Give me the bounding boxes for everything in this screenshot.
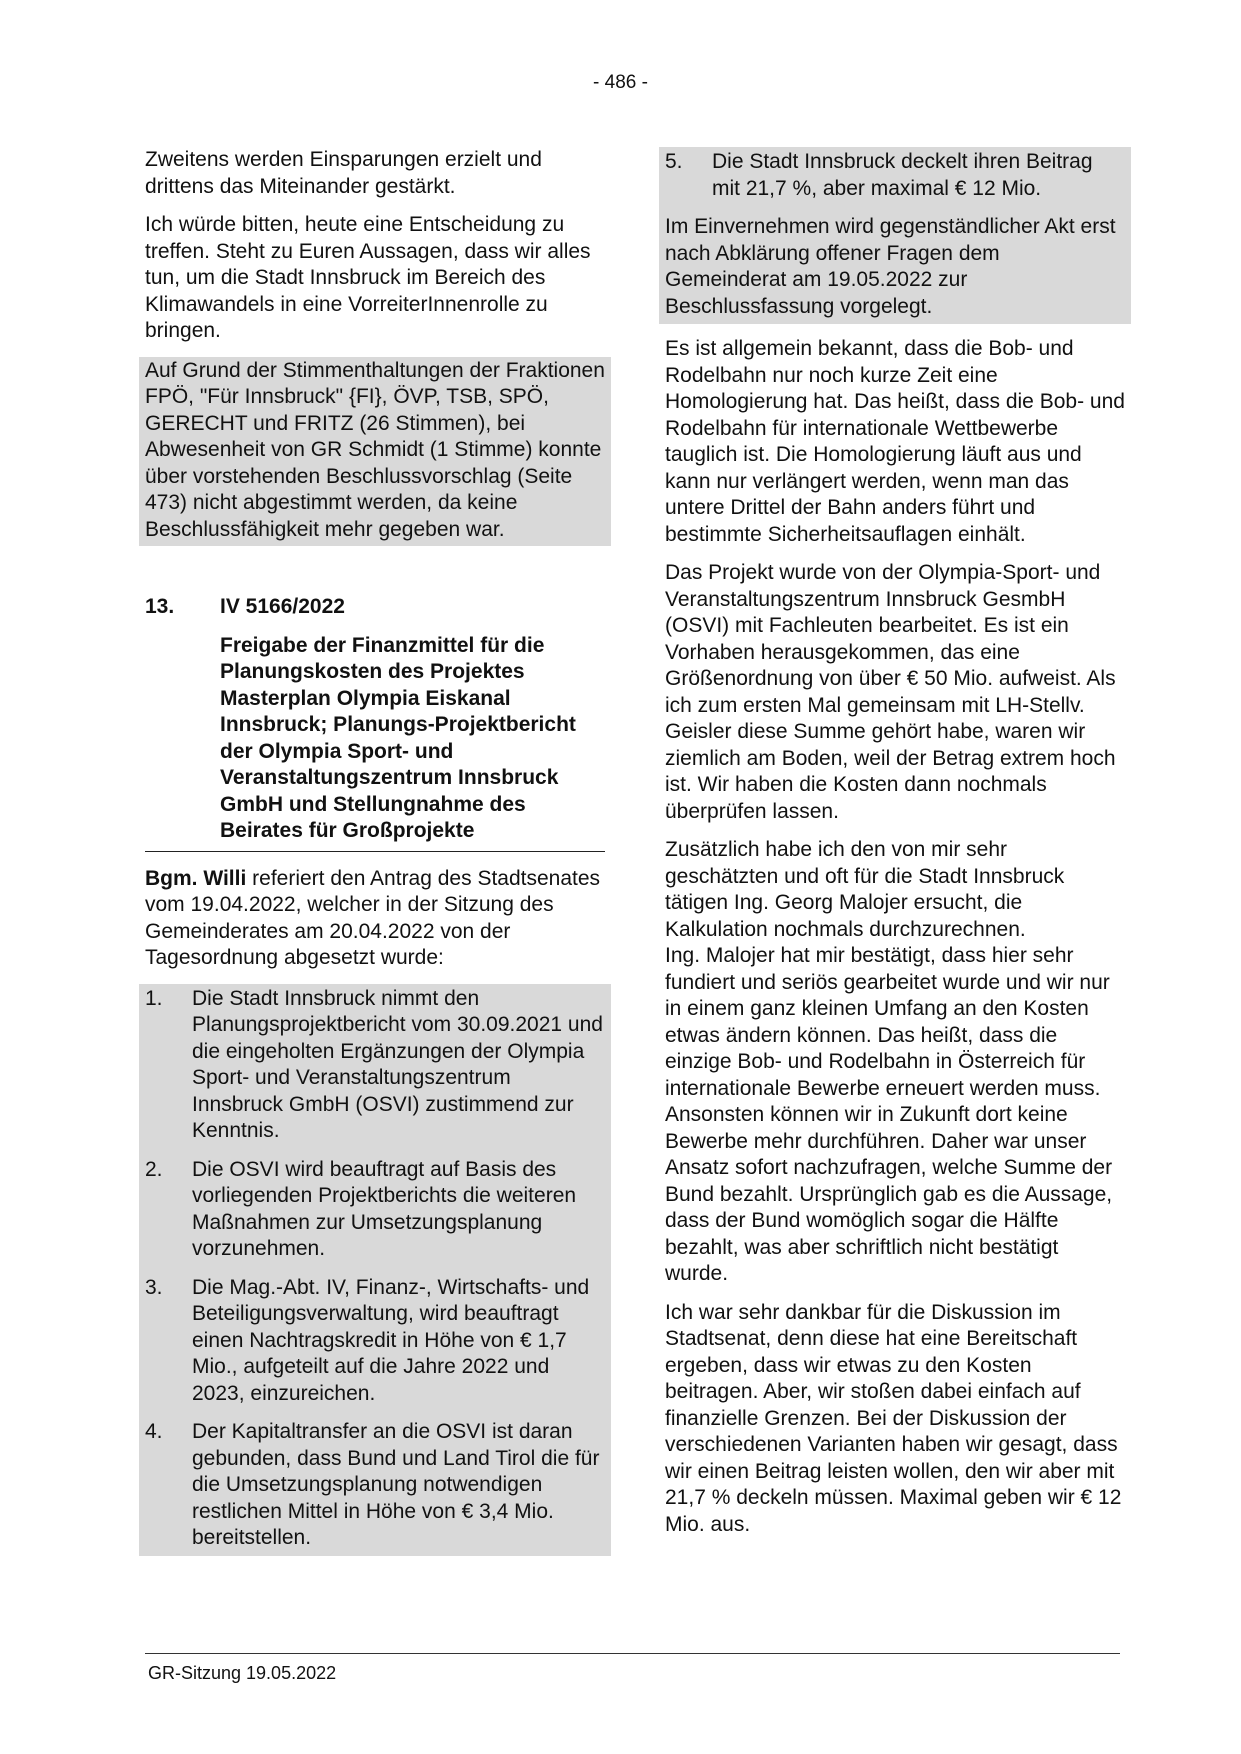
list-item [145, 1419, 605, 1552]
decision-list [145, 986, 605, 1552]
list-number: 4. [145, 1420, 163, 1443]
agreement-note: Im Einvernehmen wird gegenständlicher Akt erst nach Abklärung offener Fragen dem Gemeinderat am 19.05.2022 zur Beschlussfassung vorgelegt. [665, 215, 1116, 318]
list-item [145, 1157, 605, 1263]
right-column [665, 147, 1125, 1550]
list-number: 5. [665, 150, 683, 173]
decision-list-continued [665, 149, 1125, 202]
agenda-title: Freigabe der Finanzmittel für die Planungskosten des Projektes Masterplan Olympia Eiskanal Innsbruck; Planungs-Projektbericht der Olympia Sport- und Veranstaltungszentrum Innsbruck GmbH und Stellungnahme des Beirates für Großprojekte [220, 633, 576, 842]
footer-divider [145, 1653, 1120, 1654]
list-text: Die Stadt Innsbruck deckelt ihren Beitrag mit 21,7 %, aber maximal € 12 Mio. [712, 150, 1093, 200]
list-text: Die Stadt Innsbruck nimmt den Planungsprojektbericht vom 30.09.2021 und die eingeholten Ergänzungen der Olympia Sport- und Veranstaltungszentrum Innsbruck GmbH (OSVI) zustimmend zur Kenntnis. [192, 986, 603, 1142]
intro-text: referiert den Antrag des Stadtsenates vom 19.04.2022, welcher in der Sitzung des Gemeinderates am 20.04.2022 von der Tagesordnung abgesetzt wurde: [145, 866, 601, 969]
left-column [145, 147, 605, 1568]
speaker-name: Bgm. Willi [145, 866, 247, 890]
decision-continuation-block [659, 147, 1131, 324]
agenda-reference: IV 5166/2022 [220, 595, 345, 618]
agenda-number: 13. [145, 595, 175, 618]
list-item [665, 149, 1125, 202]
list-number: 3. [145, 1275, 163, 1299]
footer-text: GR-Sitzung 19.05.2022 [148, 1663, 337, 1683]
paragraph: Es ist allgemein bekannt, dass die Bob- und Rodelbahn nur noch kurze Zeit eine Homologierung hat. Das heißt, dass die Bob- und Rodelbahn für internationale Wettbewerbe tauglich ist. Die Homologierung läuft aus und kann nur verlängert werden, wenn man das untere Drittel der Bahn anders führt und bestimmte Sicherheitsauflagen einhält. [665, 337, 1125, 546]
paragraph: Ich würde bitten, heute eine Entscheidung zu treffen. Steht zu Euren Aussagen, dass wir alles tun, um die Stadt Innsbruck im Bereich des Klimawandels in eine VorreiterInnenrolle zu bringen. [145, 213, 591, 342]
list-item [145, 986, 605, 1145]
agenda-item-heading [145, 594, 605, 852]
paragraph: Zusätzlich habe ich den von mir sehr geschätzten und oft für die Stadt Innsbruck tätigen Ing. Georg Malojer ersucht, die Kalkulation nochmals durchzurechnen. [665, 838, 1065, 941]
list-text: Der Kapitaltransfer an die OSVI ist daran gebunden, dass Bund und Land Tirol die für die Umsetzungsplanung notwendigen restlichen Mittel in Höhe von € 3,4 Mio. bereitstellen. [192, 1420, 600, 1549]
paragraph: Ing. Malojer hat mir bestätigt, dass hier sehr fundiert und seriös gearbeitet wurde und wir nur in einem ganz kleinen Umfang an den Kosten etwas ändern können. Das heißt, dass die einzige Bob- und Rodelbahn in Österreich für internationale Bewerbe erneuert werden muss. Ansonsten können wir in Zukunft dort keine Bewerbe mehr durchführen. Daher war unser Ansatz sofort nachzufragen, welche Summe der Bund bezahlt. Ursprünglich gab es die Aussage, dass der Bund womöglich sogar die Hälfte bezahlt, was aber schriftlich nicht bestätigt wurde. [665, 944, 1113, 1285]
list-item [145, 1275, 605, 1408]
paragraph: Zweitens werden Einsparungen erzielt und drittens das Miteinander gestärkt. [145, 148, 542, 198]
page-number: - 486 - [593, 72, 648, 93]
paragraph: Das Projekt wurde von der Olympia-Sport- und Veranstaltungszentrum Innsbruck GesmbH (OSVI) mit Fachleuten bearbeitet. Es ist ein Vorhaben herausgekommen, das eine Größenordnung von über € 50 Mio. aufweist. Als ich zum ersten Mal gemeinsam mit LH-Stellv. Geisler diese Summe gehört habe, waren wir ziemlich am Boden, weil der Betrag extrem hoch ist. Wir haben die Kosten dann nochmals überprüfen lassen. [665, 561, 1116, 823]
intro-paragraph [145, 866, 605, 972]
list-number: 1. [145, 986, 163, 1010]
decision-list-block [139, 984, 611, 1556]
list-text: Die Mag.-Abt. IV, Finanz-, Wirtschafts- und Beteiligungsverwaltung, wird beauftragt einen Nachtragskredit in Höhe von € 1,7 Mio., aufgeteilt auf die Jahre 2022 und 2023, einzureichen. [192, 1275, 590, 1405]
list-text: Die OSVI wird beauftragt auf Basis des vorliegenden Projektberichts die weiteren Maßnahmen zur Umsetzungsplanung vorzunehmen. [192, 1157, 577, 1260]
list-number: 2. [145, 1157, 163, 1181]
resolution-note: Auf Grund der Stimmenthaltungen der Fraktionen FPÖ, "Für Innsbruck" {FI}, ÖVP, TSB, SPÖ, GERECHT und FRITZ (26 Stimmen), bei Abwesenheit von GR Schmidt (1 Stimme) konnte über vorstehenden Beschlussvorschlag (Seite 473) nicht abgestimmt werden, da keine Beschlussfähigkeit mehr gegeben war. [139, 357, 611, 547]
paragraph: Ich war sehr dankbar für die Diskussion im Stadtsenat, denn diese hat eine Bereitschaft ergeben, dass wir etwas zu den Kosten beitragen. Aber, wir stoßen dabei einfach auf finanzielle Grenzen. Bei der Diskussion der verschiedenen Varianten haben wir gesagt, dass wir einen Beitrag leisten wollen, den wir aber mit 21,7 % deckeln müssen. Maximal geben wir € 12 Mio. aus. [665, 1300, 1122, 1536]
